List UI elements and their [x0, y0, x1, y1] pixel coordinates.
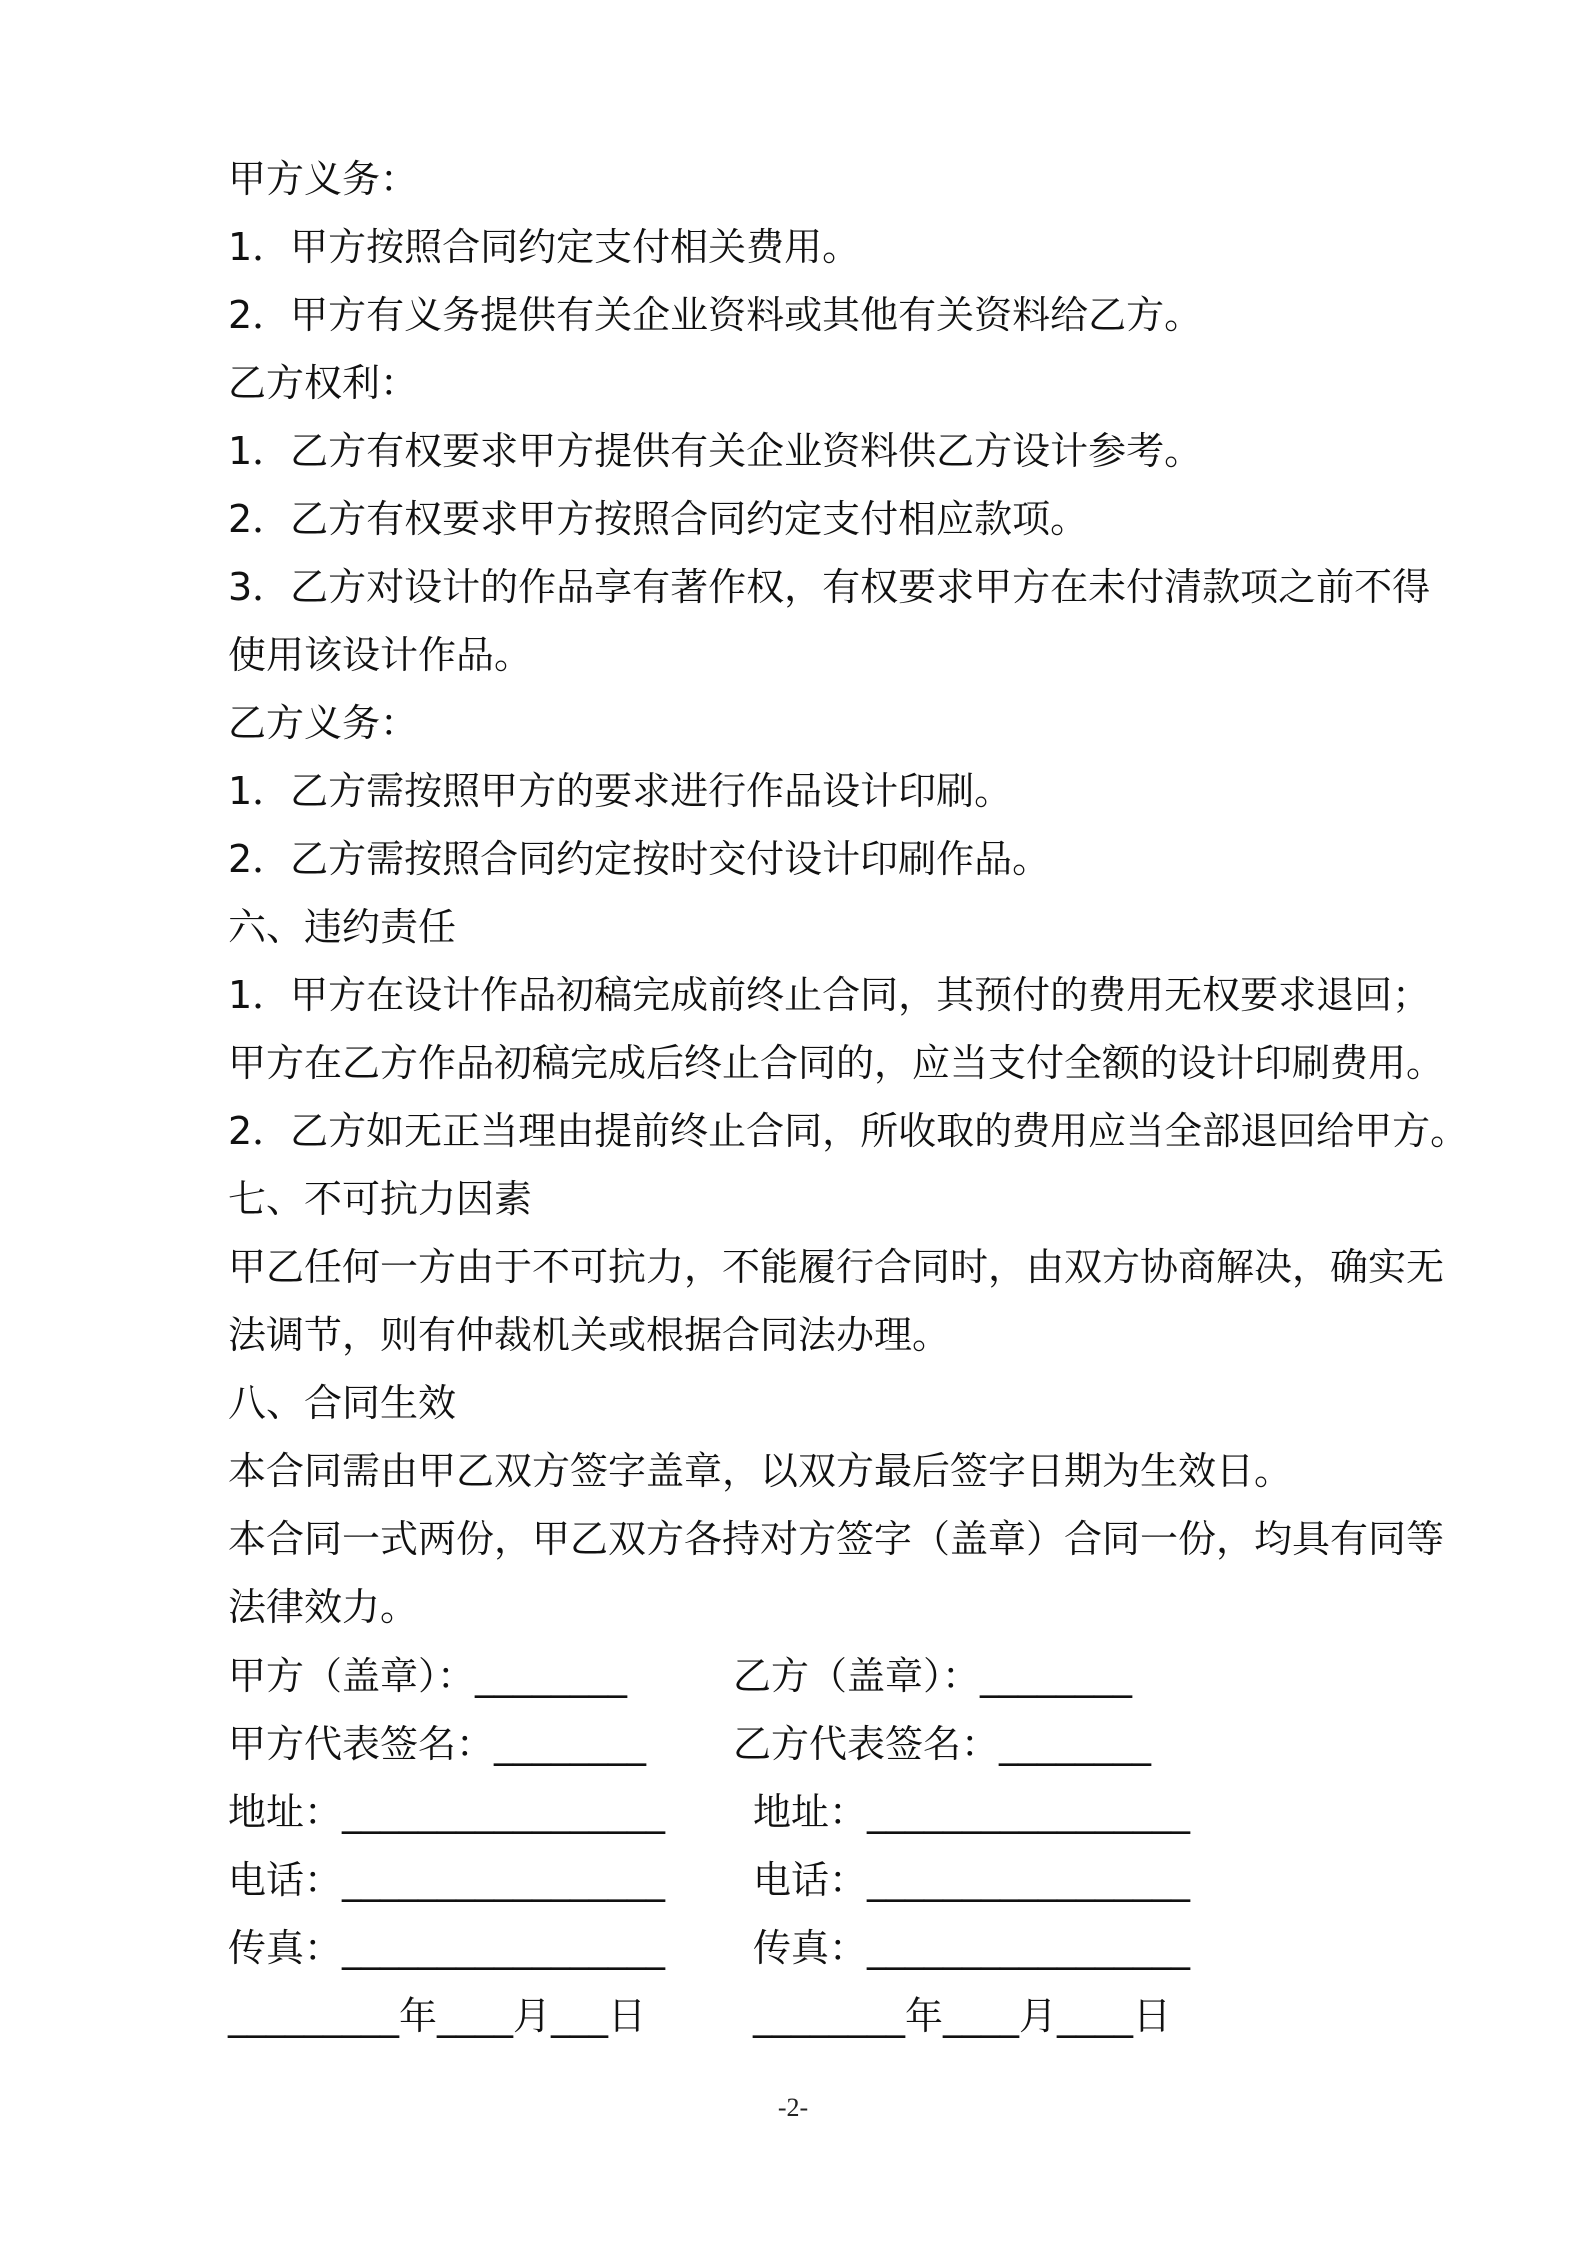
- party-a-representative-field: 甲方代表签名：________: [228, 1722, 647, 1766]
- clause-force-majeure: 甲乙任何一方由于不可抗力，不能履行合同时，由双方协商解决，确实无法调节，则有仲裁机关或根据合同法办理。: [228, 1245, 1445, 1357]
- signature-block: [228, 1642, 1328, 2050]
- clause-b-right-1: 1．乙方有权要求甲方提供有关企业资料供乙方设计参考。: [228, 429, 1203, 473]
- clause-b-right-3: 3．乙方对设计的作品享有著作权，有权要求甲方在未付清款项之前不得使用该设计作品。: [228, 565, 1431, 677]
- signature-row-seal: [228, 1642, 1328, 1710]
- section-heading-force-majeure: 七、不可抗力因素: [228, 1177, 533, 1221]
- clause-a-obligation-2: 2．甲方有义务提供有关企业资料或其他有关资料给乙方。: [228, 293, 1203, 337]
- contract-body: [228, 145, 1469, 1641]
- clause-b-right-2: 2．乙方有权要求甲方按照合同约定支付相应款项。: [228, 497, 1089, 541]
- signature-row-representative: [228, 1710, 1328, 1778]
- party-b-seal-field: 乙方（盖章）：________: [733, 1654, 1133, 1698]
- party-b-date-field: ________年____月____日: [753, 1994, 1172, 2038]
- party-b-address-field: 地址：_________________: [753, 1790, 1191, 1834]
- clause-b-obligation-1: 1．乙方需按照甲方的要求进行作品设计印刷。: [228, 769, 1013, 813]
- party-a-date-field: _________年____月___日: [228, 1994, 647, 2038]
- clause-b-obligation-2: 2．乙方需按照合同约定按时交付设计印刷作品。: [228, 837, 1051, 881]
- signature-row-date: [228, 1982, 1328, 2050]
- signature-row-fax: [228, 1914, 1328, 1982]
- clause-a-obligation-1: 1．甲方按照合同约定支付相关费用。: [228, 225, 861, 269]
- clause-breach-1: 1．甲方在设计作品初稿完成前终止合同，其预付的费用无权要求退回；甲方在乙方作品初稿完成后终止合同的，应当支付全额的设计印刷费用。: [228, 973, 1445, 1085]
- section-heading-effectiveness: 八、合同生效: [228, 1381, 457, 1425]
- party-b-phone-field: 电话：_________________: [753, 1858, 1191, 1902]
- section-heading-breach: 六、违约责任: [228, 905, 457, 949]
- signature-row-address: [228, 1778, 1328, 1846]
- heading-party-b-rights: 乙方权利：: [228, 361, 419, 405]
- heading-party-a-obligations: 甲方义务：: [228, 157, 419, 201]
- party-a-address-field: 地址：_________________: [228, 1790, 666, 1834]
- party-a-phone-field: 电话：_________________: [228, 1858, 666, 1902]
- party-b-fax-field: 传真：_________________: [753, 1926, 1191, 1970]
- page-number: -2-: [777, 2093, 809, 2122]
- clause-effectiveness-2: 本合同一式两份，甲乙双方各持对方签字（盖章）合同一份，均具有同等法律效力。: [228, 1517, 1445, 1629]
- clause-effectiveness-1: 本合同需由甲乙双方签字盖章，以双方最后签字日期为生效日。: [228, 1449, 1293, 1493]
- party-b-representative-field: 乙方代表签名：________: [733, 1722, 1152, 1766]
- heading-party-b-obligations: 乙方义务：: [228, 701, 419, 745]
- clause-breach-2: 2．乙方如无正当理由提前终止合同，所收取的费用应当全部退回给甲方。: [228, 1109, 1469, 1153]
- party-a-seal-field: 甲方（盖章）：________: [228, 1654, 628, 1698]
- party-a-fax-field: 传真：_________________: [228, 1926, 666, 1970]
- signature-row-phone: [228, 1846, 1328, 1914]
